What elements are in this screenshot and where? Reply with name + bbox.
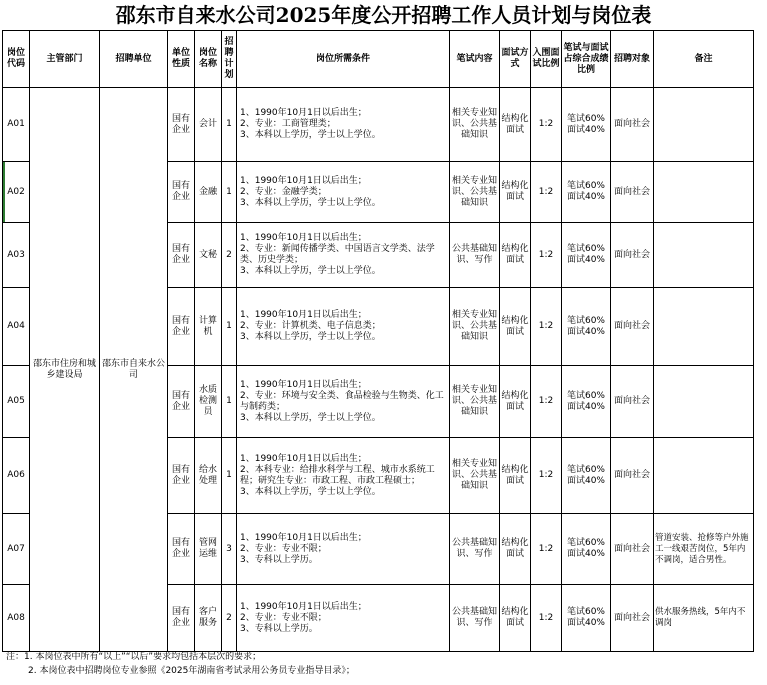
condition-line: 2、专业：专业不限；	[240, 543, 327, 554]
row-count: 1	[222, 88, 237, 162]
row-note: 管道安装、抢修等户外施工一线艰苦岗位，5年内不调岗，适合男性。	[654, 514, 754, 585]
dept-cell: 邵东市住房和城乡建设局	[30, 88, 100, 652]
condition-line: 1、1990年10月1日以后出生；	[240, 532, 367, 543]
row-interview: 结构化面试	[500, 514, 531, 585]
row-target: 面向社会	[611, 162, 654, 223]
row-code: A07	[3, 514, 30, 585]
row-count: 3	[222, 514, 237, 585]
row-code: A08	[3, 585, 30, 652]
header-dept: 主管部门	[30, 31, 100, 88]
weight-line: 面试40%	[566, 255, 605, 265]
weight-line: 面试40%	[566, 401, 605, 412]
header-name: 岗位名称	[195, 31, 222, 88]
weight-line: 面试40%	[566, 192, 605, 202]
weight-line: 面试40%	[566, 618, 605, 628]
header-unit: 招聘单位	[100, 31, 168, 88]
row-target: 面向社会	[611, 223, 654, 288]
row-count: 1	[222, 288, 237, 366]
row-conditions	[237, 438, 450, 514]
weight-line: 笔试60%	[566, 315, 605, 326]
condition-line: 3、本科以上学历，学士以上学位。	[240, 266, 381, 276]
row-ratio: 1:2	[531, 438, 562, 514]
weight-line: 笔试60%	[566, 390, 605, 401]
header-note: 备注	[654, 31, 754, 88]
row-count: 2	[222, 223, 237, 288]
row-note	[654, 366, 754, 438]
condition-line: 3、专科以上学历。	[240, 623, 318, 634]
row-weight	[562, 223, 611, 288]
header-code: 岗位代码	[3, 31, 30, 88]
header-row	[3, 31, 754, 88]
row-name: 计算机	[195, 288, 222, 366]
condition-line: 3、本科以上学历，学士以上学位。	[240, 486, 381, 497]
weight-line: 笔试60%	[566, 181, 605, 191]
row-note	[654, 162, 754, 223]
row-nature: 国有企业	[168, 162, 195, 223]
condition-line: 2、本科专业：给排水科学与工程、城市水系统工程；研究生专业：市政工程、市政工程硕士；	[240, 464, 435, 486]
row-nature: 国有企业	[168, 223, 195, 288]
row-exam: 相关专业知识、公共基础知识	[450, 162, 500, 223]
row-weight	[562, 366, 611, 438]
row-note	[654, 438, 754, 514]
row-code: A02	[3, 162, 30, 223]
row-weight	[562, 88, 611, 162]
row-weight	[562, 585, 611, 652]
header-target: 招聘对象	[611, 31, 654, 88]
header-interview: 面试方式	[500, 31, 531, 88]
row-exam: 相关专业知识、公共基础知识	[450, 366, 500, 438]
condition-line: 3、本科以上学历，学士以上学位。	[240, 332, 381, 342]
row-interview: 结构化面试	[500, 366, 531, 438]
row-target: 面向社会	[611, 88, 654, 162]
row-weight	[562, 438, 611, 514]
header-cond: 岗位所需条件	[237, 31, 450, 88]
footer-note-1: 注：1. 本岗位表中所有“以上”“以后”要求均包括本层次的要求；	[6, 652, 262, 662]
weight-line: 笔试60%	[566, 113, 605, 124]
row-ratio: 1:2	[531, 366, 562, 438]
row-nature: 国有企业	[168, 366, 195, 438]
row-ratio: 1:2	[531, 88, 562, 162]
row-conditions	[237, 366, 450, 438]
header-count: 招聘计划	[222, 31, 237, 88]
row-note	[654, 223, 754, 288]
row-weight	[562, 162, 611, 223]
row-exam: 相关专业知识、公共基础知识	[450, 88, 500, 162]
row-code: A03	[3, 223, 30, 288]
condition-line: 1、1990年10月1日以后出生；	[240, 108, 367, 118]
weight-line: 笔试60%	[566, 607, 605, 617]
row-name: 给水处理	[195, 438, 222, 514]
row-exam: 相关专业知识、公共基础知识	[450, 288, 500, 366]
row-target: 面向社会	[611, 438, 654, 514]
recruitment-table	[2, 30, 754, 652]
condition-line: 1、1990年10月1日以后出生；	[240, 453, 367, 464]
row-name: 会计	[195, 88, 222, 162]
row-interview: 结构化面试	[500, 88, 531, 162]
row-interview: 结构化面试	[500, 585, 531, 652]
row-name: 金融	[195, 162, 222, 223]
row-note: 供水服务热线，5年内不调岗	[654, 585, 754, 652]
condition-line: 2、专业：新闻传播学类、中国语言文学类、法学类、历史学类；	[240, 244, 435, 265]
header-ratio: 入围面试比例	[531, 31, 562, 88]
row-count: 1	[222, 438, 237, 514]
condition-line: 3、本科以上学历，学士以上学位。	[240, 197, 381, 208]
header-exam: 笔试内容	[450, 31, 500, 88]
row-count: 1	[222, 366, 237, 438]
row-nature: 国有企业	[168, 288, 195, 366]
row-weight	[562, 288, 611, 366]
row-count: 1	[222, 162, 237, 223]
row-exam: 相关专业知识、公共基础知识	[450, 438, 500, 514]
row-name: 管网运维	[195, 514, 222, 585]
row-ratio: 1:2	[531, 514, 562, 585]
footer-note-2: 2. 本岗位表中招聘岗位专业参照《2025年湖南省考试录用公务员专业指导目录》；	[28, 666, 355, 676]
row-name: 文秘	[195, 223, 222, 288]
condition-line: 2、专业：环境与安全类、食品检验与生物类、化工与制药类；	[240, 390, 444, 412]
condition-line: 1、1990年10月1日以后出生；	[240, 310, 367, 320]
row-nature: 国有企业	[168, 88, 195, 162]
row-count: 2	[222, 585, 237, 652]
weight-line: 面试40%	[566, 475, 605, 486]
row-nature: 国有企业	[168, 438, 195, 514]
table-row	[3, 88, 754, 162]
condition-line: 3、本科以上学历，学士以上学位。	[240, 130, 381, 140]
row-note	[654, 88, 754, 162]
unit-cell: 邵东市自来水公司	[100, 88, 168, 652]
row-code: A01	[3, 88, 30, 162]
row-target: 面向社会	[611, 514, 654, 585]
row-exam: 公共基础知识、写作	[450, 585, 500, 652]
row-target: 面向社会	[611, 366, 654, 438]
weight-line: 笔试60%	[566, 244, 605, 254]
row-conditions	[237, 514, 450, 585]
header-weight: 笔试与面试占综合成绩比例	[562, 31, 611, 88]
row-nature: 国有企业	[168, 585, 195, 652]
condition-line: 1、1990年10月1日以后出生；	[240, 601, 367, 612]
header-nature: 单位性质	[168, 31, 195, 88]
row-target: 面向社会	[611, 288, 654, 366]
row-interview: 结构化面试	[500, 438, 531, 514]
footer-notes	[6, 650, 355, 678]
row-code: A04	[3, 288, 30, 366]
weight-line: 笔试60%	[566, 464, 605, 475]
row-note	[654, 288, 754, 366]
row-conditions	[237, 88, 450, 162]
condition-line: 1、1990年10月1日以后出生；	[240, 233, 367, 243]
row-conditions	[237, 223, 450, 288]
weight-line: 面试40%	[566, 549, 605, 559]
condition-line: 3、专科以上学历。	[240, 554, 318, 565]
row-target: 面向社会	[611, 585, 654, 652]
weight-line: 面试40%	[566, 124, 605, 135]
page-title: 邵东市自来水公司2025年度公开招聘工作人员计划与岗位表	[115, 3, 652, 27]
row-ratio: 1:2	[531, 585, 562, 652]
condition-line: 1、1990年10月1日以后出生；	[240, 379, 367, 390]
row-code: A06	[3, 438, 30, 514]
weight-line: 面试40%	[566, 326, 605, 337]
row-exam: 公共基础知识、写作	[450, 223, 500, 288]
row-exam: 公共基础知识、写作	[450, 514, 500, 585]
weight-line: 笔试60%	[566, 538, 605, 548]
row-weight	[562, 514, 611, 585]
condition-line: 2、专业：计算机类、电子信息类；	[240, 321, 381, 331]
condition-line: 2、专业：工商管理类；	[240, 119, 336, 129]
row-name: 水质检测员	[195, 366, 222, 438]
row-ratio: 1:2	[531, 288, 562, 366]
row-interview: 结构化面试	[500, 162, 531, 223]
condition-line: 2、专业：金融学类；	[240, 186, 327, 197]
condition-line: 3、本科以上学历，学士以上学位。	[240, 412, 381, 423]
row-ratio: 1:2	[531, 223, 562, 288]
row-interview: 结构化面试	[500, 223, 531, 288]
row-conditions	[237, 288, 450, 366]
row-nature: 国有企业	[168, 514, 195, 585]
row-interview: 结构化面试	[500, 288, 531, 366]
condition-line: 1、1990年10月1日以后出生；	[240, 175, 367, 186]
condition-line: 2、专业：专业不限；	[240, 612, 327, 623]
row-conditions	[237, 585, 450, 652]
row-ratio: 1:2	[531, 162, 562, 223]
row-code: A05	[3, 366, 30, 438]
row-name: 客户服务	[195, 585, 222, 652]
row-conditions	[237, 162, 450, 223]
